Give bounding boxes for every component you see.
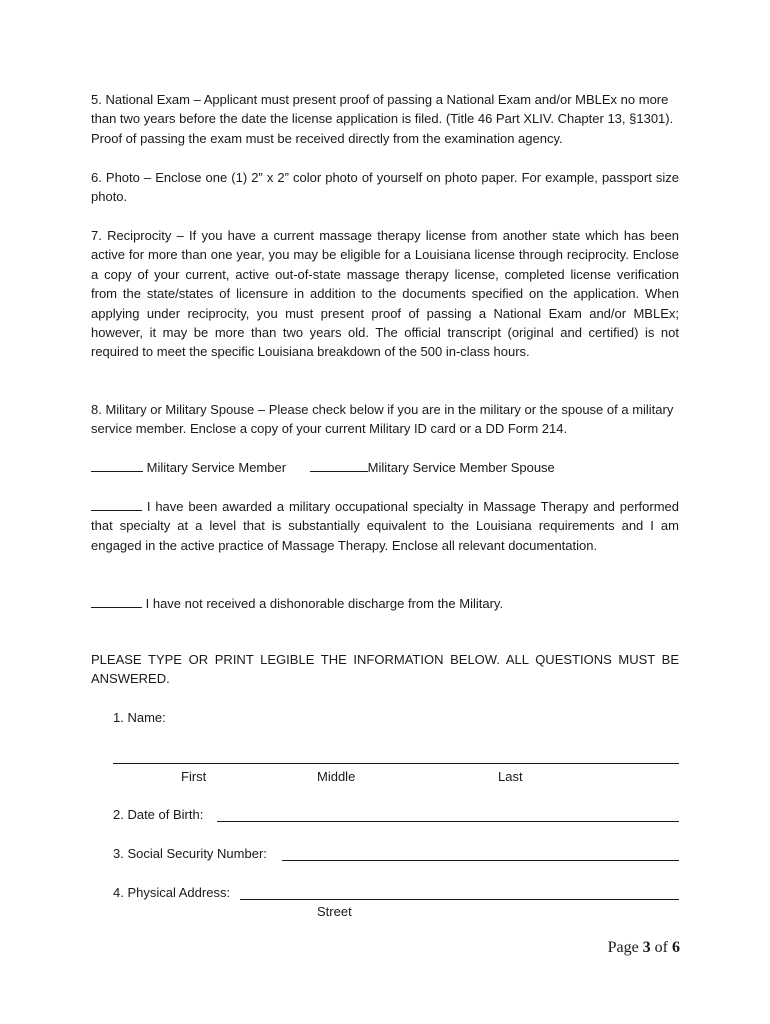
name-label: 1. Name: <box>113 710 166 725</box>
item-military: 8. Military or Military Spouse – Please check below if you are in the military or the spouse of a military service member. Enclose a copy of your current Military ID card or a DD Form 214. <box>91 402 674 437</box>
page-number-current: 3 <box>642 939 651 956</box>
page-number <box>608 939 680 957</box>
page-number-total: 6 <box>672 939 680 956</box>
military-spouse-checkbox-line[interactable] <box>310 458 368 472</box>
address-street-label: Street <box>317 904 352 919</box>
item-reciprocity: 7. Reciprocity – If you have a current massage therapy license from another state which has been active for more than one year, you may be eligible for a Louisiana license through reciprocity. Enclose a copy of your current, active out-of-state massage therapy license, completed license verification from the state/states of licensure in addition to the documents specified on the application. When applying under reciprocity, you must present proof of passing a National Exam and/or MBLEx; however, it may be more than two years old. The official transcript (original and certified) is not required to meet the specific Louisiana breakdown of the 500 in-class hours. <box>91 228 679 360</box>
item-photo: 6. Photo – Enclose one (1) 2” x 2” color photo of yourself on photo paper. For example, passport size photo. <box>91 170 679 205</box>
military-check-row <box>91 458 679 477</box>
page-number-middle: of <box>650 939 672 956</box>
page-number-prefix: Page <box>607 939 643 956</box>
military-member-label: Military Service Member <box>146 460 287 475</box>
address-label: 4. Physical Address: <box>113 885 231 900</box>
military-specialty-row <box>91 497 679 555</box>
dob-label: 2. Date of Birth: <box>113 807 204 822</box>
name-first-label: First <box>181 769 207 784</box>
military-specialty-checkbox-line[interactable] <box>91 497 142 511</box>
name-input-line[interactable] <box>113 762 679 764</box>
dob-input-line[interactable] <box>217 820 679 822</box>
ssn-label: 3. Social Security Number: <box>113 846 267 861</box>
item-national-exam: 5. National Exam – Applicant must present proof of passing a National Exam and/or MBLEx no more than two years before the date the license application is filed. (Title 46 Part XLIV. Chapter 13, §1301). Proof of passing the exam must be received directly from the examination agency. <box>91 92 674 146</box>
military-discharge-label: I have not received a dishonorable discharge from the Military. <box>145 596 504 611</box>
name-last-label: Last <box>498 769 523 784</box>
address-input-line[interactable] <box>240 898 679 900</box>
military-spouse-label: Military Service Member Spouse <box>367 460 555 475</box>
instructions-heading: PLEASE TYPE OR PRINT LEGIBLE THE INFORMATION BELOW. ALL QUESTIONS MUST BE ANSWERED. <box>91 652 679 687</box>
military-member-checkbox-line[interactable] <box>91 458 143 472</box>
military-discharge-row <box>91 594 679 613</box>
military-specialty-label: I have been awarded a military occupational specialty in Massage Therapy and performed that specialty at a level that is substantially equivalent to the Louisiana requirements and I am engaged in the active practice of Massage Therapy. Enclose all relevant documentation. <box>91 499 679 553</box>
ssn-input-line[interactable] <box>282 859 679 861</box>
name-middle-label: Middle <box>317 769 356 784</box>
military-discharge-checkbox-line[interactable] <box>91 594 142 608</box>
